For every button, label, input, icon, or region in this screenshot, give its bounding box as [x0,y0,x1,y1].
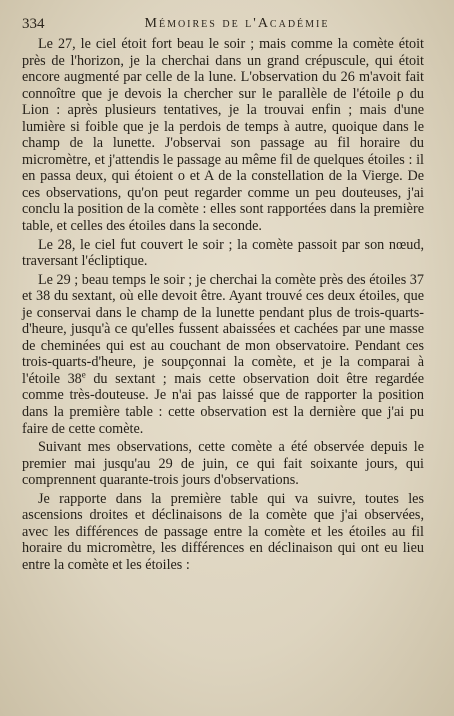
superscript: e [81,369,86,380]
paragraph: Le 28, le ciel fut couvert le soir ; la comète passoit par son nœud, traversant l'écliptique. [22,236,424,270]
paragraph [22,272,424,437]
paragraph: Le 27, le ciel étoit fort beau le soir ; mais comme la comète étoit près de l'horizon, je la cherchai dans un grand crépuscule, qui étoit encore augmenté par celle de la lune. L'observation du 26 m'avoit fait connoître que je devois la chercher sur le parallèle de l'étoile ρ du Lion : après plusieurs tentatives, je la trouvai enfin ; mais d'une lumière si foible que je la perdois de temps à autre, quoique dans le champ de la lunette. J'observai son passage au fil horaire du micromètre, et j'attendis le passage au même fil de quelques étoiles : il en passa deux, qui étoient o et A de la constellation de la Vierge. De ces observations, qu'on peut regarder comme un peu douteuses, j'ai conclu la position de la comète : elles sont rapportées dans la première table, et celles des étoiles dans la seconde. [22,36,424,235]
paragraph: Suivant mes observations, cette comète a été observée depuis le premier mai jusqu'au 29 de juin, ce qui fait soixante jours, qui comprennent quarante-trois jours d'observations. [22,439,424,489]
paragraph-text: du sextant ; mais cette observation doit être regardée comme très-douteuse. Je n'ai pas laissé que de rapporter la position dans la première table : cette observation est la dernière que j'ai pu faire de cette comète. [22,370,425,437]
paragraph-text: Le 29 ; beau temps le soir ; je cherchai la comète près des étoiles 37 et 38 du sextant, où elle devoit être. Ayant trouvé ces deux étoiles, que je conservai dans le champ de la lunette pendant plus de trois-quarts-d'heure, jusqu'à ce qu'elles fussent abaissées et cachées par une masse de cheminées qui est au couchant de mon observatoire. Pendant ces trois-quarts-d'heure, je soupçonnai la comète, et je la comparai à l'étoile 38 [22,271,424,387]
body-text [22,36,424,574]
running-head: Mémoires de l'Académie [144,16,330,31]
page-header [22,14,442,36]
page-number: 334 [22,16,45,32]
paragraph: Je rapporte dans la première table qui va suivre, toutes les ascensions droites et déclinaisons de la comète que j'ai observées, avec les différences de passage entre la comète et les étoiles au fil horaire du micromètre, les différences en déclinaison qui ont eu lieu entre la comète et les étoiles : [22,490,424,573]
